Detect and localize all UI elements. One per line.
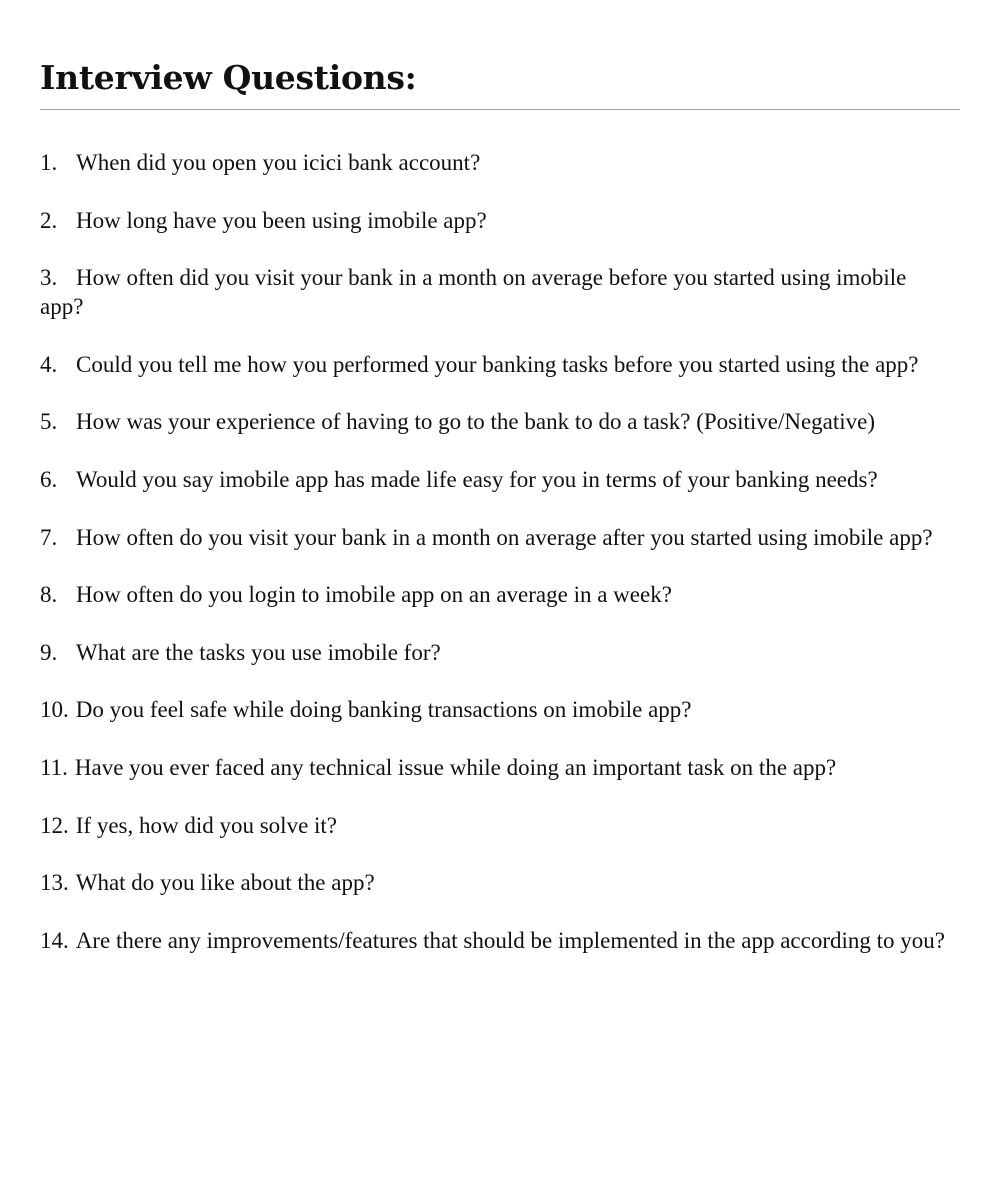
question-item	[40, 523, 955, 552]
question-text: Could you tell me how you performed your banking tasks before you started using the app?	[76, 351, 919, 377]
page-title: Interview Questions:	[40, 58, 417, 97]
question-text: What are the tasks you use imobile for?	[76, 639, 441, 665]
question-text: How often do you visit your bank in a month on average after you started using imobile app?	[76, 524, 933, 550]
question-number: 9.	[40, 639, 58, 665]
question-text: How was your experience of having to go to the bank to do a task? (Positive/Negative)	[76, 409, 876, 435]
question-text: Would you say imobile app has made life easy for you in terms of your banking needs?	[76, 466, 878, 492]
question-item	[40, 926, 955, 955]
question-number: 3.	[40, 265, 58, 291]
question-number: 14.	[40, 927, 69, 953]
question-list	[40, 148, 955, 983]
question-item	[40, 868, 955, 897]
question-text: How often did you visit your bank in a month on average before you started using imobile app?	[40, 265, 907, 320]
question-number: 10.	[40, 697, 69, 723]
question-item	[40, 465, 955, 494]
question-item	[40, 811, 955, 840]
question-number: 13.	[40, 870, 69, 896]
question-item	[40, 753, 955, 782]
question-text: Are there any improvements/features that should be implemented in the app according to you?	[75, 927, 945, 953]
question-text: When did you open you icici bank account?	[76, 150, 481, 175]
question-item	[40, 580, 955, 609]
question-item	[40, 407, 955, 436]
question-item	[40, 148, 955, 177]
question-text: If yes, how did you solve it?	[75, 812, 338, 838]
question-number: 7.	[40, 524, 58, 550]
question-number: 11.	[40, 754, 68, 780]
question-number: 4.	[40, 351, 58, 377]
question-number: 5.	[40, 409, 58, 435]
question-number: 1.	[40, 150, 58, 175]
question-item	[40, 695, 955, 724]
question-item	[40, 206, 955, 235]
question-item	[40, 263, 955, 321]
question-item	[40, 350, 955, 379]
question-number: 6.	[40, 466, 58, 492]
question-text: How often do you login to imobile app on an average in a week?	[76, 582, 672, 608]
question-item	[40, 638, 955, 667]
question-number: 12.	[40, 812, 69, 838]
question-number: 8.	[40, 582, 58, 608]
question-number: 2.	[40, 207, 58, 233]
question-text: Have you ever faced any technical issue while doing an important task on the app?	[74, 754, 837, 780]
question-text: Do you feel safe while doing banking transactions on imobile app?	[75, 697, 692, 723]
title-divider	[40, 109, 960, 110]
question-text: What do you like about the app?	[75, 870, 375, 896]
question-text: How long have you been using imobile app?	[76, 207, 487, 233]
